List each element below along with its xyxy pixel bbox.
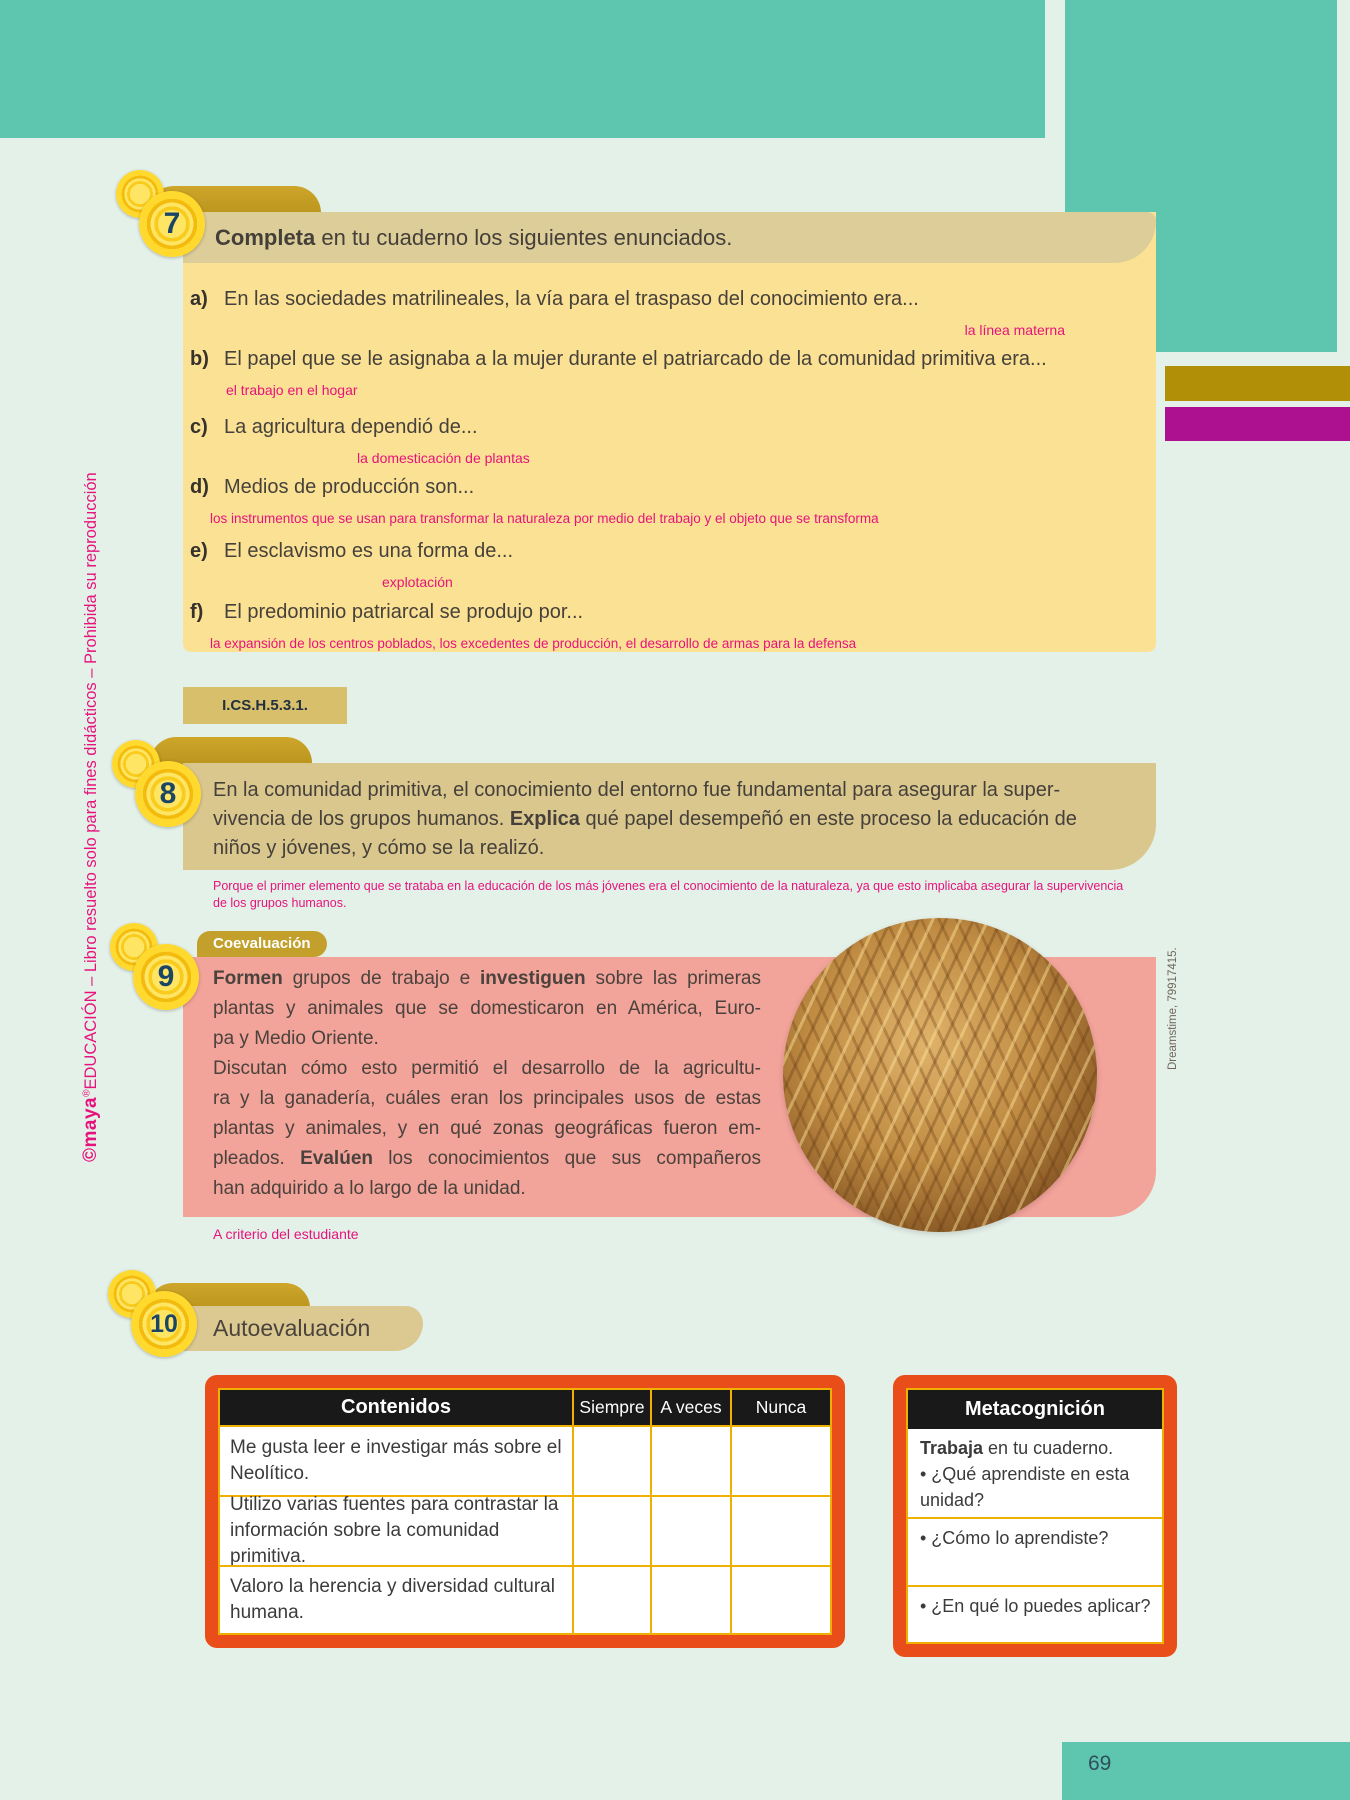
text-segment-bold: Trabaja (920, 1438, 984, 1458)
empty-check-cell (572, 1495, 650, 1565)
statement-item (190, 286, 1140, 344)
item-text: El esclavismo es una forma de... (224, 540, 514, 562)
exercise-8-line2 (213, 805, 1148, 834)
photo-credit: Dreamstime, 79917415. (1167, 947, 1179, 1070)
top-teal-band (0, 0, 1045, 138)
item-letter: c) (190, 416, 208, 438)
column-header-contenidos: Contenidos (220, 1390, 572, 1425)
text-segment-bold: Formen (213, 968, 283, 989)
exercise-8-line3: niños y jóvenes, y cómo se la realizó. (213, 837, 545, 859)
empty-check-cell (650, 1425, 730, 1495)
line (213, 964, 761, 994)
statement-item (190, 346, 1140, 404)
exercise-7-header (183, 212, 1156, 263)
metacognition-question: • ¿En qué lo puedes aplicar? (920, 1596, 1151, 1616)
line: han adquirido a lo largo de la unidad. (213, 1178, 526, 1199)
empty-check-cell (572, 1425, 650, 1495)
magenta-accent-bar (1165, 407, 1350, 441)
wheat-photo (783, 918, 1097, 1232)
item-text: El predominio patriarcal se produjo por... (224, 601, 584, 623)
exercise-number: 7 (163, 207, 181, 240)
empty-check-cell (730, 1495, 830, 1565)
column-header-nunca: Nunca (730, 1390, 830, 1425)
item-letter: b) (190, 348, 209, 370)
line: plantas y animales que se domesticaron en América, Euro- (213, 998, 761, 1019)
exercise-9-answer: A criterio del estudiante (213, 1226, 359, 1242)
autoevaluation-banner: Autoevaluación (183, 1306, 423, 1351)
self-evaluation-table (205, 1375, 845, 1648)
exercise-9-text (213, 964, 761, 1204)
text-segment-bold: investiguen (480, 968, 586, 989)
metacognition-question: • ¿Qué aprendiste en esta unidad? (920, 1464, 1130, 1510)
copyright-text: EDUCACIÓN – Libro resuelto solo para fines didácticos – Prohibida su reproducción (82, 472, 100, 1090)
item-text: Medios de producción son... (224, 476, 475, 498)
metacognition-question: • ¿Cómo lo aprendiste? (920, 1528, 1109, 1548)
exercise-number: 8 (159, 777, 177, 810)
statement-item (190, 474, 1140, 532)
item-answer: el trabajo en el hogar (226, 382, 358, 398)
exercise-number: 10 (150, 1309, 178, 1338)
table-row-text: Utilizo varias fuentes para contrastar la información sobre la comunidad primitiva. (220, 1495, 572, 1565)
exercise-7-badge (139, 191, 205, 257)
copyright-sidebar (80, 472, 102, 1162)
text-segment-bold: Evalúen (300, 1148, 373, 1169)
table-grid (218, 1388, 832, 1635)
empty-check-cell (572, 1565, 650, 1633)
item-answer: explotación (382, 574, 453, 590)
item-letter: a) (190, 288, 208, 310)
exercise-number: 9 (157, 960, 175, 993)
line: plantas y animales, y en qué zonas geográficas fueron em- (213, 1118, 761, 1139)
item-text: El papel que se le asignaba a la mujer durante el patriarcado de la comunidad primitiva era... (224, 348, 1047, 370)
empty-check-cell (650, 1565, 730, 1633)
item-answer: la domesticación de plantas (357, 450, 530, 466)
item-answer: la línea materna (964, 322, 1065, 338)
item-letter: e) (190, 540, 208, 562)
exercise-8-panel (183, 763, 1156, 870)
empty-check-cell (650, 1495, 730, 1565)
exercise-8-answer-line1: Porque el primer elemento que se trataba en la educación de los más jóvenes era el conocimiento de la naturaleza, ya que esto implicaba asegurar la supervivencia (213, 879, 1124, 893)
publisher-logo: ©maya (80, 1096, 101, 1162)
empty-check-cell (730, 1565, 830, 1633)
exercise-8-line1: En la comunidad primitiva, el conocimiento del entorno fue fundamental para asegurar la super- (213, 779, 1061, 801)
line: pa y Medio Oriente. (213, 1028, 379, 1049)
table-row-text: Valoro la herencia y diversidad cultural humana. (220, 1565, 572, 1633)
item-letter: f) (190, 601, 204, 623)
line (213, 1144, 761, 1174)
column-header-siempre: Siempre (572, 1390, 650, 1425)
exercise-7-verb: Completa (215, 225, 316, 250)
column-header-aveces: A veces (650, 1390, 730, 1425)
metacognition-box (893, 1375, 1177, 1657)
statement-item (190, 538, 1140, 596)
registered-mark: ® (81, 1089, 93, 1097)
metacognition-header: Metacognición (908, 1390, 1162, 1429)
statement-item (190, 414, 1140, 472)
coevaluation-tab: Coevaluación (197, 931, 327, 957)
exercise-9-badge (133, 944, 199, 1010)
metacognition-grid (906, 1388, 1164, 1644)
line: Discutan cómo esto permitió el desarrollo de la agricultu- (213, 1058, 761, 1079)
text-segment: en tu cuaderno. (983, 1438, 1114, 1458)
text-segment: pleados. (213, 1148, 301, 1169)
statement-item (190, 599, 1140, 657)
text-segment: sobre las primeras (585, 968, 761, 989)
item-text: En las sociedades matrilineales, la vía para el traspaso del conocimiento era... (224, 288, 919, 310)
text-segment-bold: Explica (509, 808, 580, 830)
footer-teal-block (1062, 1742, 1350, 1800)
item-answer: la expansión de los centros poblados, los excedentes de producción, el desarrollo de armas para la defensa (210, 636, 857, 651)
line: ra y la ganadería, cuáles eran los principales usos de estas (213, 1088, 761, 1109)
text-segment: grupos de trabajo e (282, 968, 481, 989)
text-segment: los conocimientos que sus compañeros (373, 1148, 761, 1169)
exercise-8-badge (135, 761, 201, 827)
text-segment: vivencia de los grupos humanos. (213, 808, 510, 830)
metacognition-row (908, 1585, 1162, 1642)
metacognition-row (908, 1429, 1162, 1517)
item-text: La agricultura dependió de... (224, 416, 478, 438)
page-number: 69 (1088, 1752, 1112, 1775)
curriculum-standard-badge: I.CS.H.5.3.1. (183, 687, 347, 724)
metacognition-row (908, 1517, 1162, 1585)
exercise-7-instruction: en tu cuaderno los siguientes enunciados. (315, 225, 733, 250)
text-segment: qué papel desempeñó en este proceso la educación de (579, 808, 1077, 830)
table-row-text: Me gusta leer e investigar más sobre el Neolítico. (220, 1425, 572, 1495)
item-answer: los instrumentos que se usan para transformar la naturaleza por medio del trabajo y el objeto que se transforma (210, 511, 879, 526)
exercise-8-answer-line2: de los grupos humanos. (213, 896, 347, 910)
exercise-10-badge (131, 1291, 197, 1357)
item-letter: d) (190, 476, 209, 498)
empty-check-cell (730, 1425, 830, 1495)
gold-accent-bar (1165, 366, 1350, 401)
